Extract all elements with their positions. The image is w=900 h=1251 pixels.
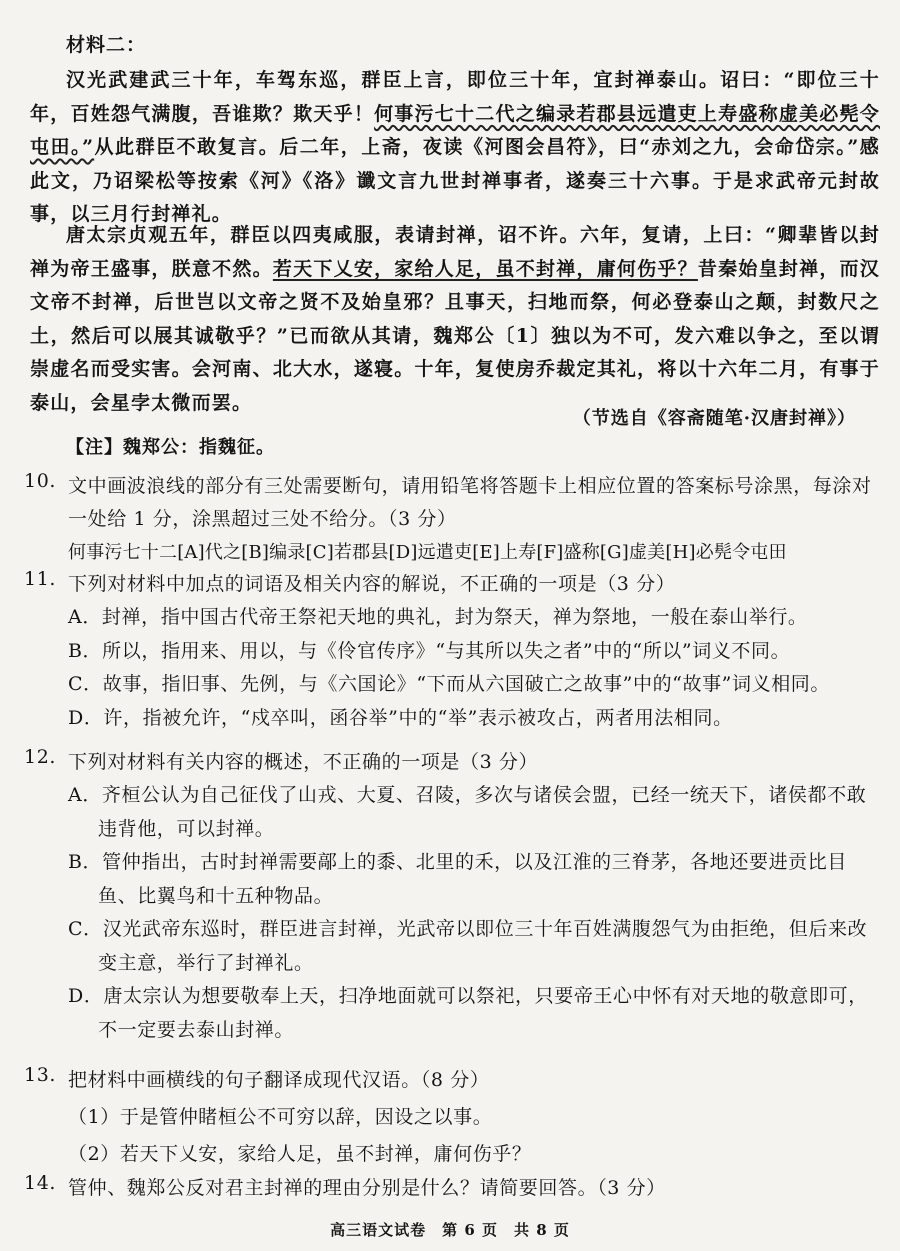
question-number: 11. bbox=[24, 568, 57, 590]
page-footer: 高三语文试卷 第 6 页 共 8 页 bbox=[330, 1221, 570, 1239]
wavy-underlined-sentence: 何事污七十二代之编录若郡县远遣吏上寿盛称虚美必髡令屯田。” bbox=[30, 102, 880, 158]
question-number: 10. bbox=[24, 470, 57, 492]
question-10 bbox=[24, 470, 884, 569]
underlined-sentence: 若天下乂安，家给人足，虽不封禅，庸何伤乎？ bbox=[272, 257, 698, 280]
question-text: 下列对材料中加点的词语及相关内容的解说，不正确的一项是（3 分） bbox=[68, 573, 676, 595]
sub-question-1: （1）于是管仲睹桓公不可穷以辞，因设之以事。 bbox=[68, 1106, 493, 1128]
source-citation: （节选自《容斋随笔·汉唐封禅》） bbox=[572, 408, 856, 429]
option-c: C．故事，指旧事、先例，与《六国论》“下而从六国破亡之故事”中的“故事”词义相同。 bbox=[68, 673, 830, 695]
question-text: 管仲、魏郑公反对君主封禅的理由分别是什么？请简要回答。（3 分） bbox=[68, 1177, 666, 1199]
question-number: 12. bbox=[24, 746, 57, 768]
material-title: 材料二： bbox=[66, 34, 147, 56]
break-choices: 何事污七十二[A]代之[B]编录[C]若郡县[D]远遣吏[E]上寿[F]盛称[G]虚美[H]必髡令屯田 bbox=[68, 542, 787, 563]
option-a: A．封禅，指中国古代帝王祭祀天地的典礼，封为祭天，禅为祭地，一般在泰山举行。 bbox=[68, 606, 808, 628]
option-b: B．所以，指用来、用以，与《伶官传序》“与其所以失之者”中的“所以”词义不同。 bbox=[68, 639, 791, 662]
question-text: 文中画波浪线的部分有三处需要断句，请用铅笔将答题卡上相应位置的答案标号涂黑，每涂对一处给 1 分，涂黑超过三处不给分。（3 分） bbox=[68, 475, 872, 530]
option-d: D．唐太宗认为想要敬奉上天，扫净地面就可以祭祀，只要帝王心中怀有对天地的敬意即可，不一定要去泰山封禅。 bbox=[68, 985, 868, 1041]
option-c: C．汉光武帝东巡时，群臣进言封禅，光武帝以即位三十年百姓满腹怨气为由拒绝，但后来改变主意，举行了封禅礼。 bbox=[68, 918, 868, 974]
question-text: 下列对材料有关内容的概述，不正确的一项是（3 分） bbox=[68, 751, 539, 773]
material-paragraph-1 bbox=[30, 64, 880, 232]
question-11 bbox=[24, 568, 884, 735]
question-13 bbox=[24, 1064, 884, 1171]
question-12 bbox=[24, 746, 884, 1047]
question-text: 把材料中画横线的句子翻译成现代汉语。（8 分） bbox=[68, 1069, 490, 1091]
material-paragraph-2 bbox=[30, 219, 880, 420]
question-number: 14. bbox=[24, 1172, 57, 1194]
para1-text: 汉光武建武三十年，车驾东巡，群臣上言，即位三十年，宜封禅泰山。诏曰：“即位三十年，百姓怨气满腹，吾谁欺？欺天乎！ bbox=[30, 69, 880, 125]
question-14 bbox=[24, 1172, 884, 1205]
option-b: B．管仲指出，古时封禅需要鄗上的黍、北里的禾，以及江淮的三脊茅，各地还要进贡比目鱼、比翼鸟和十五种物品。 bbox=[68, 851, 847, 907]
sub-question-2: （2）若天下乂安，家给人足，虽不封禅，庸何伤乎？ bbox=[68, 1143, 532, 1165]
option-a: A．齐桓公认为自己征伐了山戎、大夏、召陵，多次与诸侯会盟，已经一统天下，诸侯都不敢违背他，可以封禅。 bbox=[68, 784, 867, 840]
option-d: D．许，指被允许，“戍卒叫，函谷举”中的“举”表示被攻占，两者用法相同。 bbox=[68, 706, 733, 729]
para2-text-cont: 昔秦始皇封禅，而汉文帝不封禅，后世岂以文帝之贤不及始皇邪？且事天，扫地而祭，何必登泰山之颠，封数尺之土，然后可以展其诚敬乎？”已而欲从其请，魏郑公〔1〕独以为不可，发六难以争之，至以谓崇虚名而受实害。会河南、北大水，遂寝。十年，复使房乔裁定其礼，将以十六年二月，有事于泰山，会星孛太微而罢。 bbox=[30, 257, 880, 414]
para1-text-cont: 从此群臣不敢复言。后二年，上斋，夜读《河图会昌符》，曰“赤刘之九，会命岱宗。”感此文，乃诏梁松等按索《河》《洛》谶文言九世封禅事者，遂奏三十六事。于是求武帝元封故事，以三月行封禅礼。 bbox=[30, 136, 880, 225]
para2-text: 唐太宗贞观五年，群臣以四夷咸服，表请封禅，诏不许。六年，复请，上曰：“卿辈皆以封禅为帝王盛事，朕意不然。 bbox=[30, 224, 880, 280]
question-number: 13. bbox=[24, 1064, 57, 1086]
annotation-note: 【注】魏郑公：指魏征。 bbox=[66, 437, 275, 458]
